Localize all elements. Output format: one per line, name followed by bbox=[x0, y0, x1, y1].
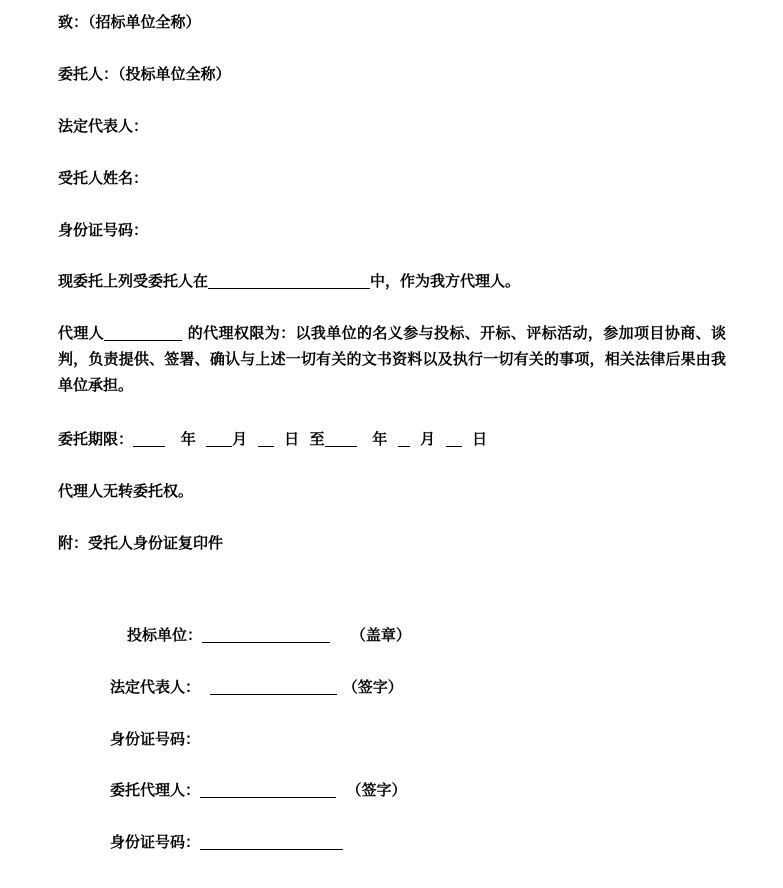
term-line bbox=[58, 429, 487, 449]
start-year-blank[interactable] bbox=[133, 431, 165, 447]
bidder-sign-line bbox=[127, 625, 411, 645]
appointment-line bbox=[58, 271, 520, 291]
to-word: 至 bbox=[309, 430, 325, 448]
id-number-blank[interactable] bbox=[200, 834, 343, 850]
start-year-word: 年 bbox=[180, 430, 196, 448]
agent-sign-note: （签字） bbox=[346, 781, 407, 799]
authority-paragraph bbox=[58, 320, 726, 398]
addressee-line: 致：（招标单位全称） bbox=[58, 13, 201, 31]
start-month-word: 月 bbox=[232, 430, 248, 448]
end-year-blank[interactable] bbox=[325, 431, 357, 447]
legal-rep-line: 法定代表人： bbox=[58, 117, 149, 135]
attachment-line: 附：受托人身份证复印件 bbox=[58, 534, 224, 552]
legal-rep-note: （签字） bbox=[342, 678, 403, 696]
end-month-blank[interactable] bbox=[398, 431, 410, 447]
start-day-blank[interactable] bbox=[258, 431, 274, 447]
start-day-word: 日 bbox=[284, 430, 300, 448]
no-transfer-line: 代理人无转委托权。 bbox=[58, 482, 194, 500]
agent-sign-blank[interactable] bbox=[200, 782, 336, 798]
start-month-blank[interactable] bbox=[206, 431, 232, 447]
authority-text-post: 的代理权限为：以我单位的名义参与投标、开标、评标活动，参加项目协商、谈判，负责提供、签署、确认与上述一切有关的文书资料以及执行一切有关的事项，相关法律后果由我单位承担。 bbox=[58, 324, 726, 394]
end-day-blank[interactable] bbox=[446, 431, 462, 447]
bidder-label: 投标单位： bbox=[127, 626, 203, 644]
bidder-blank[interactable] bbox=[202, 627, 330, 643]
authority-text-pre: 代理人 bbox=[58, 324, 105, 342]
agent-name-line: 受托人姓名： bbox=[58, 169, 149, 187]
end-day-word: 日 bbox=[472, 430, 488, 448]
agent-sign-line bbox=[110, 780, 406, 800]
bidder-note: （盖章） bbox=[350, 626, 411, 644]
end-month-word: 月 bbox=[420, 430, 436, 448]
principal-line: 委托人：（投标单位全称） bbox=[58, 65, 231, 83]
id-number-label-2: 身份证号码： bbox=[110, 833, 201, 851]
project-name-blank[interactable] bbox=[208, 273, 370, 289]
agent-blank[interactable] bbox=[104, 325, 182, 341]
id-number-sign-line-1: 身份证号码： bbox=[110, 730, 201, 748]
legal-rep-sign-line bbox=[110, 677, 403, 697]
agent-sign-label: 委托代理人： bbox=[110, 781, 201, 799]
id-number-line: 身份证号码： bbox=[58, 221, 149, 239]
end-year-word: 年 bbox=[372, 430, 388, 448]
appointment-text-pre: 现委托上列受委托人在 bbox=[58, 272, 209, 290]
term-label: 委托期限： bbox=[58, 430, 134, 448]
legal-rep-sign-label: 法定代表人： bbox=[110, 678, 201, 696]
legal-rep-blank[interactable] bbox=[210, 679, 337, 695]
id-number-sign-line-2 bbox=[110, 832, 343, 852]
appointment-text-post: 中，作为我方代理人。 bbox=[370, 272, 521, 290]
